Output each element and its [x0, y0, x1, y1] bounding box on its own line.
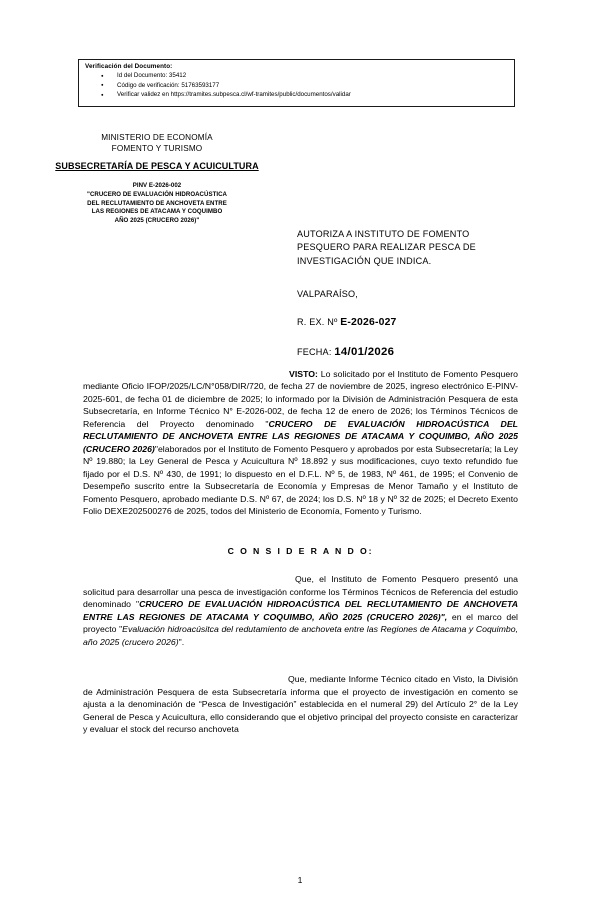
- visto-quote-close: ": [154, 443, 158, 454]
- date-label: FECHA:: [297, 346, 335, 357]
- date-value: 14/01/2026: [334, 345, 395, 358]
- subsecretaria-heading: SUBSECRETARÍA DE PESCA Y ACUICULTURA: [55, 161, 259, 172]
- cons1-project-italic: Evaluación hidroacúsitca del redutamiento de anchoveta entre las Regiones de Atacama y Coquimbo, año 2025 (crucero 2026): [83, 624, 519, 647]
- document-body: [83, 368, 518, 735]
- masthead: [22, 132, 292, 225]
- considerando-paragraph-1: [83, 573, 518, 648]
- ministry-line-2: FOMENTO Y TURISMO: [111, 144, 203, 154]
- verification-item-code: ● Código de verificación: 51763593177: [85, 81, 510, 91]
- project-ref-line-2: "CRUCERO DE EVALUACIÓN HIDROACÚSTICA: [87, 191, 227, 198]
- project-reference-block: [22, 182, 292, 225]
- place-label: VALPARAÍSO,: [297, 288, 358, 299]
- header-right-column: [297, 228, 519, 358]
- visto-project-title: CRUCERO DE EVALUACIÓN HIDROACÚSTICA DEL RECLUTAMIENTO DE ANCHOVETA ENTRE LAS REGIONES DE ATACAMA Y COQUIMBO, AÑO 2025 (CRUCERO 2026): [83, 418, 518, 454]
- resolution-label: R. EX. Nº: [297, 316, 341, 327]
- cons1-text-1: Que, el Instituto de Fomento Pesquero presentó una solicitud para desarrollar una pesca de investigación conforme los Términos Técnicos de Referencia del estudio denominado: [83, 574, 518, 610]
- visto-paragraph: [83, 368, 518, 517]
- cons1-quote-italic-open: ": [119, 624, 123, 635]
- verification-box: [78, 59, 515, 107]
- cons1-quote-open: ": [135, 599, 140, 610]
- considerando-paragraph-2: Que, mediante Informe Técnico citado en Visto, la División de Administración Pesquera de esta Subsecretaría informa que el proyecto de investigación en comento se ajusta a la denominación de “Pesca de Investigación” establecida en el numeral 29) del Artículo 2° de la Ley General de Pesca y Acuicultura, ello considerando que el objetivo principal del proyecto consiste en caracterizar y evaluar el stock del recurso anchoveta: [83, 674, 518, 734]
- project-ref-line-4: LAS REGIONES DE ATACAMA Y COQUIMBO: [91, 208, 223, 216]
- resolution-number: E-2026-027: [340, 316, 397, 328]
- verification-item-url[interactable]: ● Verificar validez en https://tramites.subpesca.cl/wf-tramites/public/documentos/validar: [85, 90, 510, 100]
- authorization-title: AUTORIZA A INSTITUTO DE FOMENTO PESQUERO PARA REALIZAR PESCA DE INVESTIGACIÓN QUE INDICA.: [297, 229, 476, 266]
- cons1-text-2: en el marco del proyecto: [83, 611, 518, 635]
- project-ref-line-3: DEL RECLUTAMIENTO DE ANCHOVETA ENTRE: [87, 199, 227, 207]
- verification-item-id: ● Id del Documento: 35412: [85, 71, 510, 81]
- visto-text-1: Lo solicitado por el Instituto de Fomento Pesquero mediante Oficio IFOP/2025/LC/N°058/DIR/720, de fecha 27 de noviembre de 2025, ingreso electrónico E-PINV-2025-601, de fecha 01 de diciembre de 2025; lo informado por la División de Administración Pesquera de esta Subsecretaría, en Informe Técnico N° E-2026-002, de fecha 12 de enero de 2026; los Términos Técnicos de Referencia del Proyecto denominado: [83, 369, 518, 429]
- date-line: [297, 346, 519, 358]
- cons1-quote-italic-close: ".: [178, 636, 185, 647]
- cons1-study-title: CRUCERO DE EVALUACIÓN HIDROACÚSTICA DEL RECLUTAMIENTO DE ANCHOVETA ENTRE LAS REGIONES DE ATACAMA Y COQUIMBO, AÑO 2025 (CRUCERO 2026)",: [83, 599, 519, 622]
- resolution-line: [297, 317, 519, 328]
- verification-list: [85, 71, 510, 100]
- project-ref-line-5: AÑO 2025 (CRUCERO 2026)": [114, 216, 200, 224]
- project-ref-line-1: PINV E-2026-002: [132, 182, 182, 190]
- considerando-heading: C O N S I D E R A N D O:: [227, 546, 374, 557]
- ministry-line-1: MINISTERIO DE ECONOMÍA: [101, 133, 213, 142]
- visto-quote-open: ": [265, 418, 269, 429]
- visto-heading: VISTO:: [289, 369, 318, 379]
- visto-text-2: elaborados por el Instituto de Fomento Pesquero y aprobados por esta Subsecretaría; la Ley Nº 19.880; la Ley General de Pesca y Acuicultura Nº 18.892 y sus modificaciones, cuyo texto refundido fue fijado por el D.S. Nº 430, de 1991; lo dispuesto en el D.F.L. Nº 5, de 1983, Nº 461, de 1995; el Convenio de Desempeño suscrito entre la Subsecretaría de Economía y Empresas de Menor Tamaño y el Instituto de Fomento Pesquero, aprobado mediante D.S. Nº 67, de 2024; los D.S. Nº 18 y Nº 32 de 2025; el Decreto Exento Folio DEXE202500276 de 2025, todos del Ministerio de Economía, Fomento y Turismo.: [83, 443, 519, 516]
- page-number: 1: [297, 875, 303, 885]
- verification-title: Verificación del Documento:: [85, 63, 173, 70]
